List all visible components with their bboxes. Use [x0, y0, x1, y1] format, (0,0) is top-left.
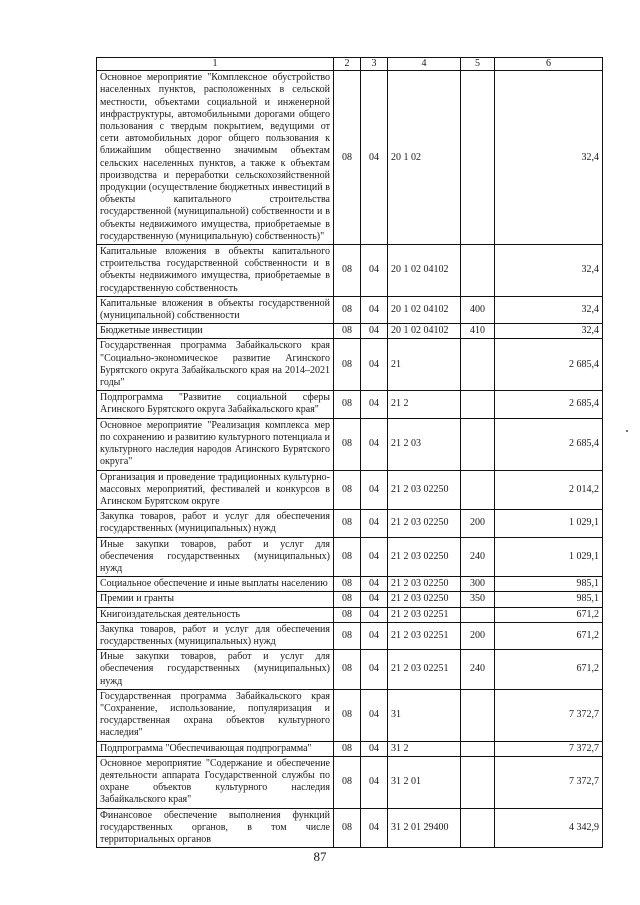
expense-type-cell: 300 — [461, 577, 495, 592]
target-article-cell: 21 2 03 02250 — [388, 592, 461, 607]
subsection-code-cell: 04 — [361, 296, 388, 323]
subsection-code-cell: 04 — [361, 339, 388, 391]
amount-cell: 2 685,4 — [495, 391, 603, 418]
row-name-cell: Книгоиздательская деятельность — [97, 607, 334, 622]
table-row — [97, 607, 603, 622]
amount-cell: 671,2 — [495, 622, 603, 649]
subsection-code-cell: 04 — [361, 607, 388, 622]
section-code-cell: 08 — [334, 622, 361, 649]
section-code-cell: 08 — [334, 470, 361, 510]
amount-cell: 2 685,4 — [495, 339, 603, 391]
section-code-cell: 08 — [334, 741, 361, 756]
table-row — [97, 470, 603, 510]
subsection-code-cell: 04 — [361, 808, 388, 848]
amount-cell: 2 685,4 — [495, 418, 603, 470]
header-cell: 3 — [361, 58, 388, 71]
section-code-cell: 08 — [334, 650, 361, 690]
amount-cell: 7 372,7 — [495, 756, 603, 808]
row-name-cell: Организация и проведение традиционных культурно-массовых мероприятий, фестивалей и конкурсов в Агинском Бурятском округе — [97, 470, 334, 510]
amount-cell: 671,2 — [495, 607, 603, 622]
section-code-cell: 08 — [334, 607, 361, 622]
section-code-cell: 08 — [334, 537, 361, 577]
subsection-code-cell: 04 — [361, 756, 388, 808]
subsection-code-cell: 04 — [361, 245, 388, 297]
target-article-cell: 21 2 03 02251 — [388, 607, 461, 622]
subsection-code-cell: 04 — [361, 537, 388, 577]
row-name-cell: Государственная программа Забайкальского края "Сохранение, использование, популяризация и государственная охрана объектов культурного наследия" — [97, 689, 334, 741]
expense-type-cell: 350 — [461, 592, 495, 607]
subsection-code-cell: 04 — [361, 741, 388, 756]
amount-cell: 4 342,9 — [495, 808, 603, 848]
subsection-code-cell: 04 — [361, 418, 388, 470]
section-code-cell: 08 — [334, 689, 361, 741]
section-code-cell: 08 — [334, 391, 361, 418]
row-name-cell: Основное мероприятие "Содержание и обеспечение деятельности аппарата Государственной службы по охране объектов культурного наследия Забайкальского края" — [97, 756, 334, 808]
section-code-cell: 08 — [334, 592, 361, 607]
table-header-row — [97, 58, 603, 71]
target-article-cell: 21 2 03 — [388, 418, 461, 470]
subsection-code-cell: 04 — [361, 592, 388, 607]
target-article-cell: 21 2 03 02251 — [388, 650, 461, 690]
section-code-cell: 08 — [334, 577, 361, 592]
expense-type-cell — [461, 71, 495, 245]
target-article-cell: 21 2 03 02250 — [388, 577, 461, 592]
expense-type-cell: 240 — [461, 650, 495, 690]
table-row — [97, 808, 603, 848]
target-article-cell: 21 — [388, 339, 461, 391]
expense-type-cell: 400 — [461, 296, 495, 323]
section-code-cell: 08 — [334, 324, 361, 339]
subsection-code-cell: 04 — [361, 71, 388, 245]
header-cell: 5 — [461, 58, 495, 71]
section-code-cell: 08 — [334, 296, 361, 323]
header-cell: 6 — [495, 58, 603, 71]
amount-cell: 671,2 — [495, 650, 603, 690]
row-name-cell: Государственная программа Забайкальского края "Социально-экономическое развитие Агинского Бурятского округа Забайкальского края на 2014–2021 годы" — [97, 339, 334, 391]
row-name-cell: Иные закупки товаров, работ и услуг для обеспечения государственных (муниципальных) нужд — [97, 650, 334, 690]
header-cell: 1 — [97, 58, 334, 71]
subsection-code-cell: 04 — [361, 650, 388, 690]
target-article-cell: 31 2 01 — [388, 756, 461, 808]
expense-type-cell: 240 — [461, 537, 495, 577]
table-row — [97, 577, 603, 592]
expense-type-cell: 410 — [461, 324, 495, 339]
row-name-cell: Основное мероприятие "Реализация комплекса мер по сохранению и развитию культурного потенциала и культурного наследия народов Агинского Бурятского округа" — [97, 418, 334, 470]
amount-cell: 7 372,7 — [495, 741, 603, 756]
subsection-code-cell: 04 — [361, 689, 388, 741]
table-row — [97, 418, 603, 470]
expense-type-cell — [461, 741, 495, 756]
row-name-cell: Премии и гранты — [97, 592, 334, 607]
target-article-cell: 21 2 03 02250 — [388, 470, 461, 510]
expense-type-cell — [461, 607, 495, 622]
subsection-code-cell: 04 — [361, 391, 388, 418]
table-row — [97, 592, 603, 607]
budget-table — [96, 57, 603, 848]
expense-type-cell — [461, 470, 495, 510]
amount-cell: 32,4 — [495, 71, 603, 245]
table-row — [97, 510, 603, 537]
scan-speck — [626, 430, 628, 432]
amount-cell: 2 014,2 — [495, 470, 603, 510]
table-row — [97, 689, 603, 741]
amount-cell: 1 029,1 — [495, 537, 603, 577]
section-code-cell: 08 — [334, 339, 361, 391]
section-code-cell: 08 — [334, 418, 361, 470]
target-article-cell: 31 2 — [388, 741, 461, 756]
row-name-cell: Капитальные вложения в объекты государственной (муниципальной) собственности — [97, 296, 334, 323]
row-name-cell: Социальное обеспечение и иные выплаты населению — [97, 577, 334, 592]
table-body — [97, 71, 603, 848]
target-article-cell: 20 1 02 — [388, 71, 461, 245]
target-article-cell: 20 1 02 04102 — [388, 296, 461, 323]
amount-cell: 32,4 — [495, 245, 603, 297]
target-article-cell: 21 2 — [388, 391, 461, 418]
row-name-cell: Подпрограмма "Развитие социальной сферы Агинского Бурятского округа Забайкальского края" — [97, 391, 334, 418]
page-number: 87 — [313, 849, 327, 864]
row-name-cell: Бюджетные инвестиции — [97, 324, 334, 339]
row-name-cell: Закупка товаров, работ и услуг для обеспечения государственных (муниципальных) нужд — [97, 510, 334, 537]
table-row — [97, 296, 603, 323]
expense-type-cell: 200 — [461, 622, 495, 649]
row-name-cell: Закупка товаров, работ и услуг для обеспечения государственных (муниципальных) нужд — [97, 622, 334, 649]
expense-type-cell — [461, 245, 495, 297]
table-row — [97, 71, 603, 245]
target-article-cell: 21 2 03 02251 — [388, 622, 461, 649]
table-row — [97, 324, 603, 339]
target-article-cell: 31 2 01 29400 — [388, 808, 461, 848]
row-name-cell: Финансовое обеспечение выполнения функций государственных органов, в том числе территориальных органов — [97, 808, 334, 848]
section-code-cell: 08 — [334, 510, 361, 537]
amount-cell: 985,1 — [495, 577, 603, 592]
expense-type-cell — [461, 418, 495, 470]
header-cell: 2 — [334, 58, 361, 71]
header-cell: 4 — [388, 58, 461, 71]
section-code-cell: 08 — [334, 71, 361, 245]
expense-type-cell — [461, 756, 495, 808]
target-article-cell: 31 — [388, 689, 461, 741]
table-row — [97, 537, 603, 577]
expense-type-cell: 200 — [461, 510, 495, 537]
subsection-code-cell: 04 — [361, 622, 388, 649]
expense-type-cell — [461, 339, 495, 391]
expense-type-cell — [461, 808, 495, 848]
table-row — [97, 391, 603, 418]
target-article-cell: 20 1 02 04102 — [388, 324, 461, 339]
table-row — [97, 756, 603, 808]
target-article-cell: 21 2 03 02250 — [388, 510, 461, 537]
amount-cell: 32,4 — [495, 324, 603, 339]
subsection-code-cell: 04 — [361, 577, 388, 592]
table-row — [97, 650, 603, 690]
target-article-cell: 21 2 03 02250 — [388, 537, 461, 577]
amount-cell: 1 029,1 — [495, 510, 603, 537]
row-name-cell: Иные закупки товаров, работ и услуг для обеспечения государственных (муниципальных) нужд — [97, 537, 334, 577]
row-name-cell: Капитальные вложения в объекты капитального строительства государственной собственности и в объекты недвижимого имущества, приобретаемые в государственную собственность — [97, 245, 334, 297]
amount-cell: 985,1 — [495, 592, 603, 607]
amount-cell: 7 372,7 — [495, 689, 603, 741]
expense-type-cell — [461, 689, 495, 741]
row-name-cell: Основное мероприятие "Комплексное обустройство населенных пунктов, расположенных в сельской местности, объектами социальной и инженерной инфраструктуры, автомобильными дорогами общего пользования с твердым покрытием, ведущими от сети автомобильных дорог общего пользования к ближайшим общественно значимым объектам сельских населенных пунктов, а также к объектам производства и переработки сельскохозяйственной продукции (осуществление бюджетных инвестиций в объекты капитального строительства государственной (муниципальной) собственности и в объекты недвижимого имущества, приобретаемые в государственную (муниципальную) собственность)" — [97, 71, 334, 245]
table-row — [97, 245, 603, 297]
amount-cell: 32,4 — [495, 296, 603, 323]
section-code-cell: 08 — [334, 245, 361, 297]
section-code-cell: 08 — [334, 756, 361, 808]
table-row — [97, 741, 603, 756]
expense-type-cell — [461, 391, 495, 418]
section-code-cell: 08 — [334, 808, 361, 848]
subsection-code-cell: 04 — [361, 510, 388, 537]
target-article-cell: 20 1 02 04102 — [388, 245, 461, 297]
table-row — [97, 339, 603, 391]
table-row — [97, 622, 603, 649]
subsection-code-cell: 04 — [361, 470, 388, 510]
row-name-cell: Подпрограмма "Обеспечивающая подпрограмма" — [97, 741, 334, 756]
subsection-code-cell: 04 — [361, 324, 388, 339]
